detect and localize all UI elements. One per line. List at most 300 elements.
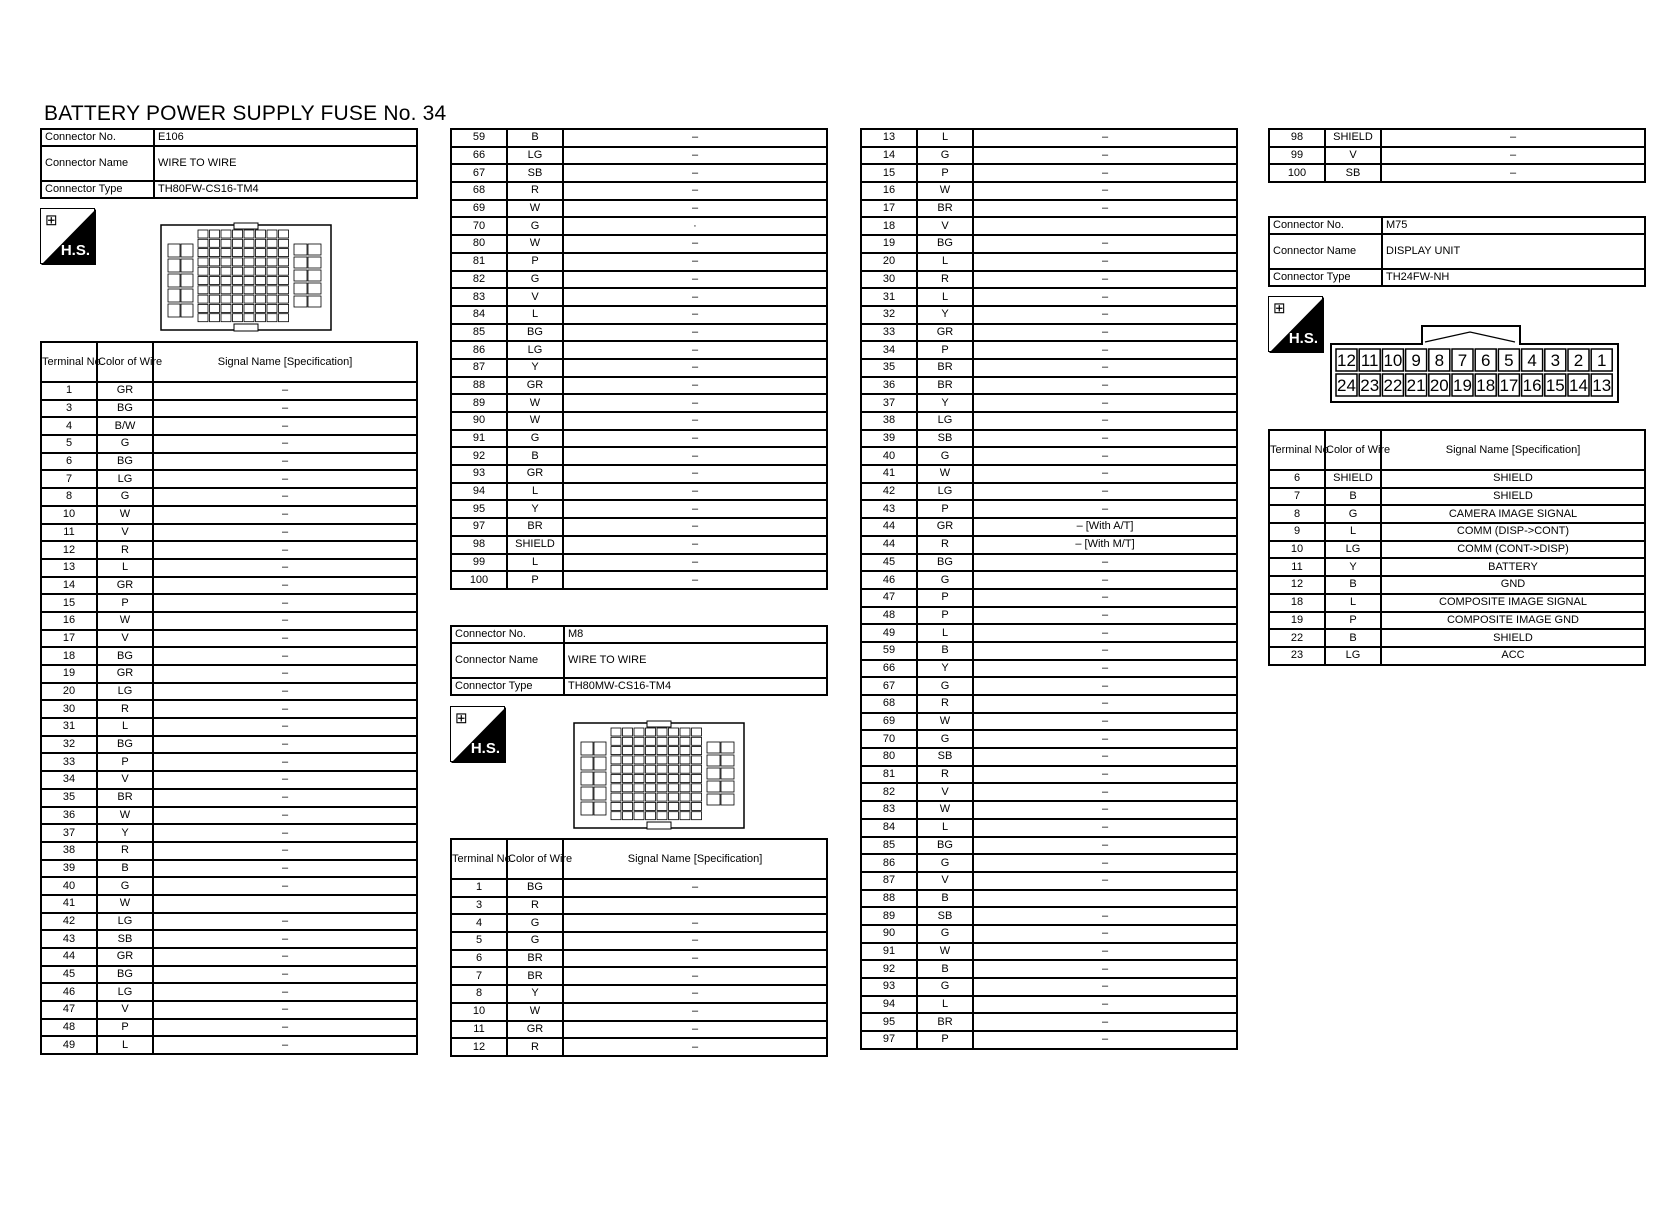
wire-color-cell: G — [917, 925, 973, 943]
wire-color-cell: G — [917, 447, 973, 465]
cavity — [634, 756, 644, 764]
terminal-number: 12 — [1337, 351, 1356, 370]
cavity — [680, 737, 690, 745]
connector-name-value: WIRE TO WIRE — [564, 643, 827, 678]
signal-name-cell: – — [973, 677, 1237, 695]
terminal-number: 14 — [1569, 376, 1588, 395]
terminal-cell: 41 — [41, 895, 97, 913]
wire-color-cell: G — [917, 147, 973, 165]
wire-color-cell: Y — [507, 359, 563, 377]
pin-row — [861, 483, 1237, 501]
pin-row — [451, 235, 827, 253]
signal-name-cell: – — [973, 978, 1237, 996]
terminal-cell: 11 — [1269, 558, 1325, 576]
pin-row — [861, 783, 1237, 801]
cavity — [233, 267, 243, 275]
signal-name-cell: – — [563, 985, 827, 1003]
cavity — [680, 728, 690, 736]
cavity — [244, 314, 254, 322]
pin-row — [1269, 488, 1645, 506]
cavity — [198, 258, 208, 266]
signal-name-cell: – — [973, 1013, 1237, 1031]
pin-row — [41, 877, 417, 895]
terminal-cell: 40 — [41, 877, 97, 895]
terminal-cell: 92 — [451, 447, 507, 465]
terminal-cell: 18 — [1269, 594, 1325, 612]
pin-row — [451, 554, 827, 572]
connector-m75-info — [1268, 216, 1646, 287]
signal-name-cell: – — [563, 235, 827, 253]
wire-color-cell: G — [507, 271, 563, 289]
signal-name-cell: – — [563, 394, 827, 412]
terminal-cell: 86 — [451, 341, 507, 359]
wire-color-cell: SB — [917, 748, 973, 766]
cavity — [181, 259, 193, 272]
cavity — [646, 784, 656, 792]
terminal-cell: 90 — [861, 925, 917, 943]
terminal-cell: 93 — [861, 978, 917, 996]
terminal-cell: 68 — [451, 182, 507, 200]
wire-color-cell: W — [97, 506, 153, 524]
pin-row — [41, 559, 417, 577]
cavity — [611, 775, 621, 783]
signal-name-cell: SHIELD — [1381, 488, 1645, 506]
cavity — [646, 802, 656, 810]
cavity — [221, 239, 231, 247]
signal-name-cell: – — [973, 129, 1237, 147]
color-header: Color of Wire — [507, 839, 563, 879]
cavity — [267, 314, 277, 322]
signal-name-cell: – — [563, 1038, 827, 1056]
wire-color-cell: BG — [917, 235, 973, 253]
connector-name-label: Connector Name — [41, 146, 154, 181]
signal-name-cell: – — [1381, 164, 1645, 182]
signal-name-cell: · — [563, 217, 827, 235]
wire-color-cell: G — [917, 978, 973, 996]
wire-color-cell: L — [507, 483, 563, 501]
signal-name-cell: – — [973, 607, 1237, 625]
terminal-number: 6 — [1480, 351, 1491, 370]
wire-color-cell: GR — [97, 577, 153, 595]
terminal-cell: 67 — [451, 164, 507, 182]
wire-color-cell: G — [917, 571, 973, 589]
pin-row — [861, 730, 1237, 748]
pin-row — [1269, 541, 1645, 559]
terminal-number: 5 — [1504, 351, 1514, 370]
cavity — [267, 277, 277, 285]
terminal-cell: 100 — [1269, 164, 1325, 182]
signal-name-cell: – — [563, 200, 827, 218]
terminal-cell: 15 — [41, 594, 97, 612]
hs-harness-side-icon: ⊞ H.S. — [450, 706, 505, 762]
connector-no-label: Connector No. — [451, 626, 564, 643]
wire-color-cell: G — [97, 488, 153, 506]
signal-header: Signal Name [Specification] — [1381, 430, 1645, 470]
cavity — [657, 812, 667, 820]
pin-row — [1269, 470, 1645, 488]
cavity — [646, 812, 656, 820]
cavity — [721, 768, 734, 779]
connector-name-value: WIRE TO WIRE — [154, 146, 417, 181]
signal-name-cell: – — [563, 1003, 827, 1021]
m8-pin-table-3 — [1268, 128, 1646, 183]
terminal-cell: 36 — [41, 807, 97, 825]
cavity — [707, 768, 720, 779]
cavity — [657, 802, 667, 810]
cavity — [168, 274, 180, 287]
pin-row — [861, 766, 1237, 784]
terminal-cell: 39 — [861, 430, 917, 448]
pin-row — [451, 288, 827, 306]
signal-name-cell: COMPOSITE IMAGE SIGNAL — [1381, 594, 1645, 612]
terminal-cell: 99 — [451, 554, 507, 572]
pin-row — [861, 660, 1237, 678]
cavity — [680, 784, 690, 792]
terminal-cell: 31 — [41, 718, 97, 736]
terminal-cell: 12 — [1269, 576, 1325, 594]
signal-name-cell: – — [973, 288, 1237, 306]
signal-name-cell: – — [563, 430, 827, 448]
connector-no-value: E106 — [154, 129, 417, 146]
cavity — [221, 295, 231, 303]
signal-name-cell: – — [973, 907, 1237, 925]
connector-e106-info — [40, 128, 418, 199]
connector-type-label: Connector Type — [451, 678, 564, 695]
cavity — [646, 728, 656, 736]
pin-row — [41, 665, 417, 683]
pin-row — [1269, 612, 1645, 630]
terminal-number: 18 — [1476, 376, 1496, 395]
signal-name-cell: – — [563, 1021, 827, 1039]
terminal-cell: 15 — [861, 164, 917, 182]
wire-color-cell: G — [97, 877, 153, 895]
cavity — [279, 295, 289, 303]
signal-name-cell: – — [973, 465, 1237, 483]
connector-type-label: Connector Type — [41, 181, 154, 198]
signal-name-cell: – — [973, 996, 1237, 1014]
pin-row — [41, 860, 417, 878]
cavity — [611, 802, 621, 810]
signal-name-cell: – — [153, 612, 417, 630]
wire-color-cell: P — [917, 500, 973, 518]
cavity — [669, 793, 679, 801]
wire-color-cell: V — [1325, 147, 1381, 165]
wire-color-cell: V — [507, 288, 563, 306]
cavity — [669, 728, 679, 736]
wire-color-cell: W — [917, 943, 973, 961]
pin-row — [451, 932, 827, 950]
terminal-number: 11 — [1360, 351, 1379, 370]
wire-color-cell: LG — [917, 483, 973, 501]
wire-color-cell: L — [1325, 523, 1381, 541]
cavity — [168, 304, 180, 317]
terminal-cell: 66 — [451, 147, 507, 165]
terminal-cell: 85 — [861, 837, 917, 855]
signal-name-cell: – — [973, 819, 1237, 837]
signal-name-cell: – — [153, 1019, 417, 1037]
signal-name-cell: – — [973, 713, 1237, 731]
signal-name-cell: – — [563, 483, 827, 501]
signal-name-cell: – — [973, 306, 1237, 324]
terminal-cell: 4 — [41, 417, 97, 435]
connector-no-label: Connector No. — [41, 129, 154, 146]
cavity — [221, 230, 231, 238]
terminal-cell: 45 — [41, 966, 97, 984]
terminal-number: 22 — [1383, 376, 1403, 395]
cavity — [233, 295, 243, 303]
cavity — [692, 765, 702, 773]
wire-color-cell: R — [97, 541, 153, 559]
signal-name-cell: – — [153, 913, 417, 931]
cavity — [168, 259, 180, 272]
wire-color-cell: Y — [1325, 558, 1381, 576]
pin-row — [451, 253, 827, 271]
terminal-cell: 49 — [41, 1036, 97, 1054]
cavity — [692, 802, 702, 810]
wire-color-cell: V — [97, 1001, 153, 1019]
cavity — [256, 249, 266, 257]
signal-name-cell: – — [153, 470, 417, 488]
connector-name-label: Connector Name — [1269, 234, 1382, 269]
wire-color-cell: R — [917, 271, 973, 289]
terminal-cell: 84 — [861, 819, 917, 837]
cavity — [623, 784, 633, 792]
cavity — [611, 765, 621, 773]
connector-m8-info — [450, 625, 828, 696]
signal-name-cell: – — [153, 877, 417, 895]
cavity — [181, 304, 193, 317]
signal-name-cell: – — [973, 1031, 1237, 1049]
signal-name-cell: – — [1381, 147, 1645, 165]
cavity — [581, 787, 593, 800]
cavity — [646, 765, 656, 773]
signal-name-cell: BATTERY — [1381, 558, 1645, 576]
wire-color-cell: BG — [97, 400, 153, 418]
cavity — [646, 793, 656, 801]
signal-name-cell: – — [973, 695, 1237, 713]
pin-row — [451, 518, 827, 536]
pin-row — [861, 359, 1237, 377]
terminal-cell: 94 — [861, 996, 917, 1014]
wire-color-cell: GR — [507, 377, 563, 395]
terminal-cell: 48 — [41, 1019, 97, 1037]
wire-color-cell: G — [507, 430, 563, 448]
signal-name-cell: COMM (DISP->CONT) — [1381, 523, 1645, 541]
terminal-cell: 22 — [1269, 629, 1325, 647]
cavity — [657, 793, 667, 801]
pin-row — [451, 967, 827, 985]
signal-name-cell: – — [973, 394, 1237, 412]
wire-color-cell: SHIELD — [1325, 470, 1381, 488]
wire-color-cell: L — [917, 253, 973, 271]
terminal-number: 15 — [1545, 376, 1565, 395]
cavity — [210, 230, 220, 238]
pin-row — [41, 895, 417, 913]
signal-name-cell: – — [153, 630, 417, 648]
terminal-cell: 17 — [41, 630, 97, 648]
pin-row — [861, 960, 1237, 978]
signal-name-cell: – — [153, 647, 417, 665]
terminal-cell: 84 — [451, 306, 507, 324]
pin-row — [861, 801, 1237, 819]
wire-color-cell: P — [507, 253, 563, 271]
cavity — [244, 277, 254, 285]
terminal-cell: 30 — [861, 271, 917, 289]
terminal-cell: 49 — [861, 624, 917, 642]
pin-row — [861, 288, 1237, 306]
hs-harness-side-icon: ⊞ H.S. — [1268, 296, 1323, 352]
pin-row — [41, 417, 417, 435]
terminal-cell: 19 — [41, 665, 97, 683]
signal-name-cell: SHIELD — [1381, 470, 1645, 488]
terminal-cell: 30 — [41, 700, 97, 718]
connector-m75-face-diagram — [1330, 322, 1620, 404]
cavity — [721, 794, 734, 805]
signal-name-cell: – — [973, 483, 1237, 501]
terminal-cell: 88 — [451, 377, 507, 395]
pin-row — [861, 907, 1237, 925]
cavity — [244, 230, 254, 238]
wire-color-cell: P — [917, 341, 973, 359]
cavity — [198, 277, 208, 285]
signal-header: Signal Name [Specification] — [153, 342, 417, 382]
terminal-cell: 13 — [861, 129, 917, 147]
terminal-cell: 41 — [861, 465, 917, 483]
m75-pin-table — [1268, 429, 1646, 666]
cavity — [181, 244, 193, 257]
pin-row — [41, 541, 417, 559]
pin-row — [41, 524, 417, 542]
signal-name-cell: – — [563, 571, 827, 589]
cavity — [657, 784, 667, 792]
cavity — [707, 781, 720, 792]
cavity — [623, 756, 633, 764]
pin-row — [41, 1036, 417, 1054]
signal-name-cell: – — [973, 341, 1237, 359]
cavity — [294, 244, 307, 255]
wire-color-cell: BG — [917, 554, 973, 572]
terminal-cell: 44 — [41, 948, 97, 966]
cavity — [244, 286, 254, 294]
cavity — [680, 775, 690, 783]
connector-name-label: Connector Name — [451, 643, 564, 678]
cavity — [634, 802, 644, 810]
cavity — [634, 775, 644, 783]
cavity — [233, 230, 243, 238]
cavity — [657, 728, 667, 736]
signal-name-cell: – — [153, 683, 417, 701]
cavity — [581, 772, 593, 785]
signal-name-cell: – — [563, 271, 827, 289]
cavity — [669, 756, 679, 764]
wire-color-cell: BR — [507, 967, 563, 985]
pin-row — [1269, 523, 1645, 541]
signal-name-cell: – — [153, 400, 417, 418]
signal-name-cell: – — [973, 500, 1237, 518]
wire-color-cell: SB — [1325, 164, 1381, 182]
wire-color-cell: G — [917, 730, 973, 748]
terminal-cell: 98 — [1269, 129, 1325, 147]
wire-color-cell: BG — [507, 324, 563, 342]
pin-row — [451, 1021, 827, 1039]
signal-name-cell: – — [563, 518, 827, 536]
terminal-cell: 95 — [451, 500, 507, 518]
pin-row — [451, 985, 827, 1003]
wire-color-cell: W — [507, 394, 563, 412]
wire-color-cell: BR — [507, 950, 563, 968]
terminal-header: Terminal No. — [451, 839, 507, 879]
wire-color-cell: L — [917, 624, 973, 642]
wire-color-cell: B — [507, 129, 563, 147]
cavity — [611, 812, 621, 820]
wire-color-cell: P — [917, 1031, 973, 1049]
wire-color-cell: L — [507, 554, 563, 572]
wire-color-cell: L — [507, 306, 563, 324]
signal-name-cell: – — [563, 341, 827, 359]
cavity — [721, 755, 734, 766]
terminal-cell: 18 — [861, 217, 917, 235]
signal-name-cell: – — [153, 789, 417, 807]
cavity — [623, 793, 633, 801]
cavity — [308, 244, 321, 255]
pin-row — [861, 837, 1237, 855]
wire-color-cell: BG — [97, 966, 153, 984]
pin-row — [41, 824, 417, 842]
wire-color-cell: B — [97, 860, 153, 878]
cavity — [623, 747, 633, 755]
terminal-cell: 91 — [451, 430, 507, 448]
signal-name-cell: – — [973, 182, 1237, 200]
terminal-cell: 88 — [861, 890, 917, 908]
wire-color-cell: W — [917, 713, 973, 731]
wire-color-cell: LG — [1325, 647, 1381, 665]
signal-name-cell: – — [153, 948, 417, 966]
signal-name-cell: – — [153, 1001, 417, 1019]
cavity — [623, 802, 633, 810]
e106-pin-table-2 — [450, 128, 828, 590]
signal-name-cell: – — [973, 571, 1237, 589]
terminal-cell: 11 — [451, 1021, 507, 1039]
terminal-cell: 95 — [861, 1013, 917, 1031]
wire-color-cell: B — [1325, 629, 1381, 647]
wire-color-cell: BR — [917, 359, 973, 377]
signal-name-cell: GND — [1381, 576, 1645, 594]
cavity — [210, 267, 220, 275]
pin-row — [861, 306, 1237, 324]
pin-row — [451, 200, 827, 218]
cavity — [244, 258, 254, 266]
cavity — [279, 286, 289, 294]
signal-name-cell: – — [563, 950, 827, 968]
cavity — [233, 249, 243, 257]
terminal-cell: 87 — [451, 359, 507, 377]
terminal-cell: 37 — [41, 824, 97, 842]
pin-row — [451, 217, 827, 235]
cavity — [256, 267, 266, 275]
pin-row — [861, 872, 1237, 890]
pin-row — [861, 1013, 1237, 1031]
cavity — [244, 295, 254, 303]
cavity — [198, 295, 208, 303]
hs-harness-side-icon: ⊞ H.S. — [40, 208, 95, 264]
pin-row — [41, 771, 417, 789]
wire-color-cell: Y — [917, 306, 973, 324]
signal-name-cell — [973, 890, 1237, 908]
signal-name-cell: – — [153, 736, 417, 754]
pin-row — [861, 377, 1237, 395]
pin-row — [41, 736, 417, 754]
terminal-cell: 19 — [861, 235, 917, 253]
